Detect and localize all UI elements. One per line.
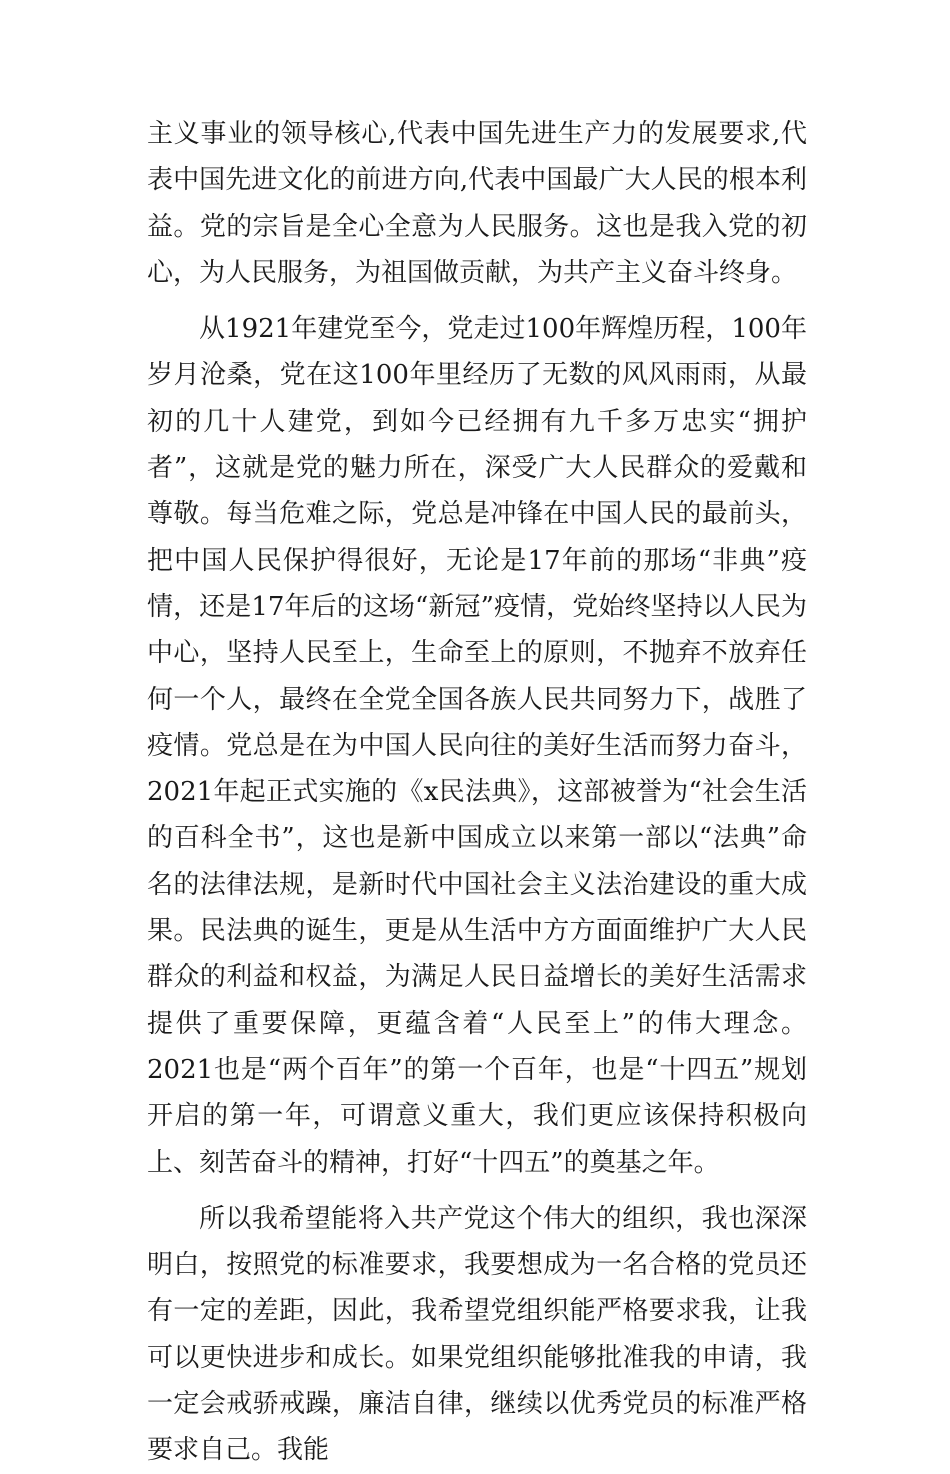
paragraph-application-wish: 所以我希望能将入共产党这个伟大的组织，我也深深明白，按照党的标准要求，我要想成为一名合格的党员还有一定的差距，因此，我希望党组织能严格要求我，让我可以更快进步和成长。如果党组织能够批准我的申请，我一定会戒骄戒躁，廉洁自律，继续以优秀党员的标准严格要求自己。我能 (147, 1203, 807, 1466)
document-body (147, 111, 807, 1474)
paragraph-party-history: 从1921年建党至今，党走过100年辉煌历程，100年岁月沧桑，党在这100年里经历了无数的风风雨雨，从最初的几十人建党，到如今已经拥有九千多万忠实“拥护者”，这就是党的魅力所在，深受广大人民群众的爱戴和尊敬。每当危难之际，党总是冲锋在中国人民的最前头，把中国人民保护得很好，无论是17年前的那场“非典”疫情，还是17年后的这场“新冠”疫情，党始终坚持以人民为中心，坚持人民至上，生命至上的原则，不抛弃不放弃任何一个人，最终在全党全国各族人民共同努力下，战胜了疫情。党总是在为中国人民向往的美好生活而努力奋斗，2021年起正式实施的《x民法典》，这部被誉为“社会生活的百科全书”，这也是新中国成立以来第一部以“法典”命名的法律法规，是新时代中国社会主义法治建设的重大成果。民法典的诞生，更是从生活中方方面面维护广大人民群众的利益和权益，为满足人民日益增长的美好生活需求提供了重要保障，更蕴含着“人民至上”的伟大理念。2021也是“两个百年”的第一个百年，也是“十四五”规划开启的第一年，可谓意义重大，我们更应该保持积极向上、刻苦奋斗的精神，打好“十四五”的奠基之年。 (147, 314, 807, 1178)
paragraph-continued: 主义事业的领导核心,代表中国先进生产力的发展要求,代表中国先进文化的前进方向,代表中国最广大人民的根本利益。党的宗旨是全心全意为人民服务。这也是我入党的初心，为人民服务，为祖国做贡献，为共产主义奋斗终身。 (147, 119, 807, 288)
